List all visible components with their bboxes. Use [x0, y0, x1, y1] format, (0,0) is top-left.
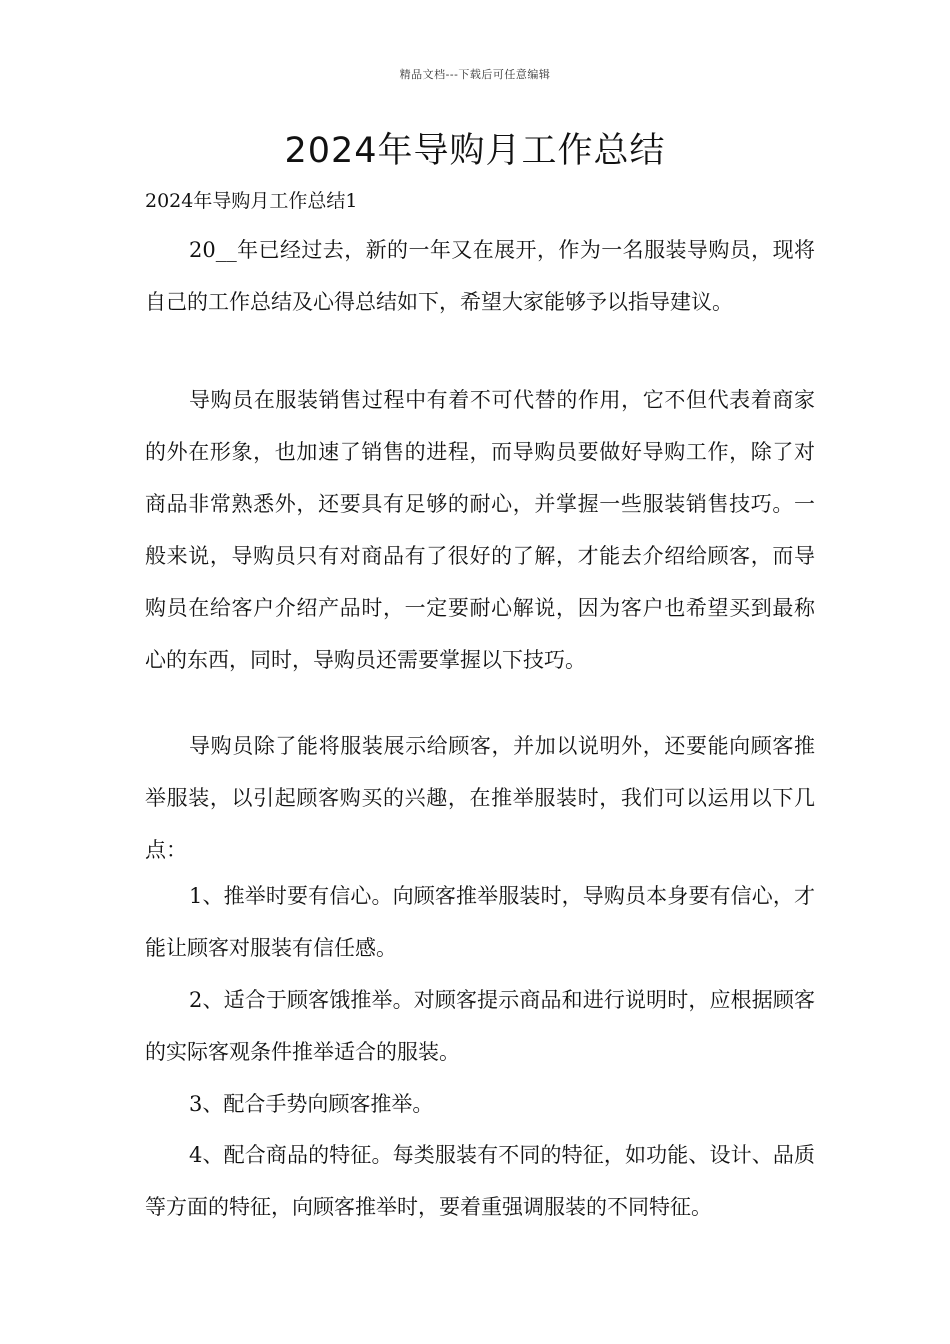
document-title: 2024年导购月工作总结 [284, 131, 666, 171]
header-note: 精品文档---下载后可任意编辑 [399, 68, 551, 81]
section-subtitle: 2024年导购月工作总结1 [145, 190, 358, 212]
paragraph-role: 导购员在服装销售过程中有着不可代替的作用，它不但代表着商家的外在形象，也加速了销售的进程，而导购员要做好导购工作，除了对商品非常熟悉外，还要具有足够的耐心，并掌握一些服装销售技巧。一般来说，导购员只有对商品有了很好的了解，才能去介绍给顾客，而导购员在给客户介绍产品时，一定要耐心解说，因为客户也希望买到最称心的东西，同时，导购员还需要掌握以下技巧。 [145, 388, 815, 672]
paragraph-intro: 20__年已经过去，新的一年又在展开，作为一名服装导购员，现将自己的工作总结及心得总结如下，希望大家能够予以指导建议。 [145, 238, 815, 314]
paragraph-recommend: 导购员除了能将服装展示给顾客，并加以说明外，还要能向顾客推举服装，以引起顾客购买的兴趣，在推举服装时，我们可以运用以下几点： [145, 734, 815, 862]
list-item-features: 4、配合商品的特征。每类服装有不同的特征，如功能、设计、品质等方面的特征，向顾客推举时，要着重强调服装的不同特征。 [145, 1143, 815, 1219]
list-item-gesture: 3、配合手势向顾客推举。 [189, 1092, 434, 1116]
list-item-suitable: 2、适合于顾客饿推举。对顾客提示商品和进行说明时，应根据顾客的实际客观条件推举适合的服装。 [145, 988, 815, 1064]
list-item-confidence: 1、推举时要有信心。向顾客推举服装时，导购员本身要有信心，才能让顾客对服装有信任感。 [145, 884, 815, 960]
